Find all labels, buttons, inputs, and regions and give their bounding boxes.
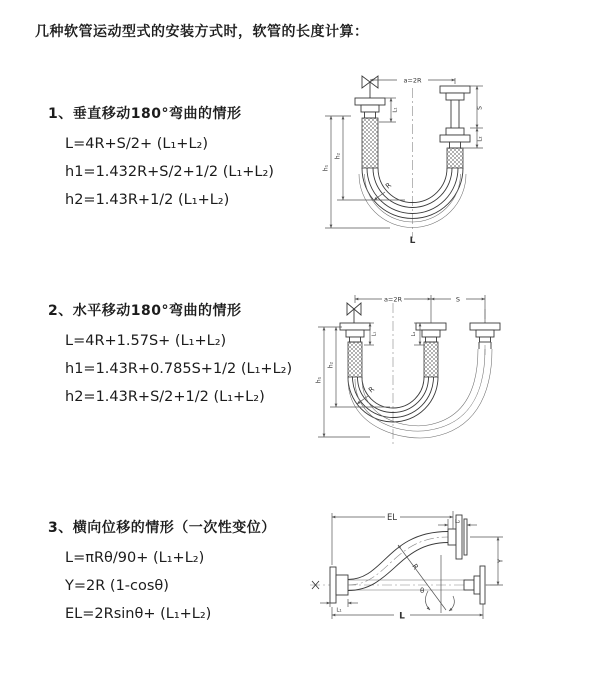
section-heading: 2、水平移动180°弯曲的情形 (48, 303, 242, 319)
section-vertical-movement (48, 103, 274, 214)
dim-label-l2: L₂ (411, 331, 417, 337)
dim-label-l2: L₂ (454, 519, 461, 525)
formula-line: h2=1.43R+1/2 (L₁+L₂) (65, 192, 230, 208)
formula-line: EL=2Rsinθ+ (L₁+L₂) (65, 606, 212, 622)
formula-line: h2=1.43R+S/2+1/2 (L₁+L₂) (65, 389, 265, 405)
dim-h1 (322, 116, 394, 228)
formula-line: h1=1.432R+S/2+1/2 (L₁+L₂) (65, 164, 274, 180)
dim-l1 (320, 599, 358, 614)
hose-displaced-position (348, 349, 492, 438)
dim-label-bottom-l: L (409, 236, 416, 246)
formula-block (65, 544, 276, 628)
braided-hose-middle (424, 342, 438, 377)
flange-left (330, 567, 348, 603)
right-fitting (440, 86, 470, 148)
valve-icon (347, 303, 361, 323)
dim-label-h1: h₁ (322, 164, 330, 172)
valve-icon (362, 76, 378, 98)
formula-line: L=4R+1.57S+ (L₁+L₂) (65, 333, 227, 349)
diagram-horizontal-180-bend (310, 287, 550, 459)
formula-line: Y=2R (1-cosθ) (65, 578, 169, 594)
hose-s-curve (348, 532, 448, 591)
page-title: 几种软管运动型式的安装方式时，软管的长度计算： (35, 24, 369, 40)
fitting-left (340, 323, 370, 342)
formula-line: L=4R+S/2+ (L₁+L₂) (65, 136, 208, 152)
dim-label-l1: L₁ (392, 107, 399, 113)
flange-right-original (464, 566, 485, 604)
radius-callout (398, 545, 446, 610)
dim-a-2r (355, 295, 485, 323)
braided-hose-right (447, 148, 463, 168)
dim-s (470, 86, 484, 128)
section-lateral-displacement (48, 517, 276, 628)
formula-line: L=πRθ/90+ (L₁+L₂) (65, 550, 205, 566)
left-fitting (355, 98, 385, 118)
dim-label-y: Y (496, 558, 505, 564)
dim-bottom-l (332, 604, 483, 622)
section-horizontal-movement (48, 300, 292, 411)
dim-label-r: R (384, 181, 394, 191)
fitting-middle (416, 323, 446, 342)
dim-label-h2: h₂ (334, 152, 342, 160)
diagram-vertical-180-bend (315, 70, 545, 250)
formula-block (65, 130, 274, 214)
braided-hose-left (362, 118, 378, 168)
dim-label-l2: L₂ (477, 136, 484, 142)
formula-block (65, 327, 292, 411)
dim-label-bottom-l: L (399, 611, 405, 622)
angle-theta (420, 555, 454, 613)
dim-s (431, 296, 485, 304)
dim-label-s: S (455, 295, 461, 304)
dim-label-a2r: a=2R (403, 76, 422, 85)
section-heading: 3、横向位移的情形（一次性变位） (48, 520, 276, 536)
dim-label-r: R (410, 562, 420, 572)
dim-el (332, 511, 453, 565)
dim-label-l1: L₁ (371, 331, 378, 337)
dim-label-r: R (367, 385, 377, 395)
dim-label-h2: h₂ (327, 361, 335, 369)
dim-label-el: EL (386, 513, 398, 523)
radius-callout (374, 181, 393, 200)
dim-label-h1: h₁ (315, 376, 323, 384)
dim-label-l1: L₁ (336, 607, 342, 614)
diagram-lateral-displacement (300, 503, 565, 643)
dim-label-s: S (476, 106, 484, 110)
braided-hose-left (348, 342, 362, 377)
dim-label-a2r: a=2R (383, 295, 403, 304)
dim-a-2r (370, 77, 455, 85)
formula-line: h1=1.43R+0.785S+1/2 (L₁+L₂) (65, 361, 293, 377)
dim-label-theta: θ (420, 587, 425, 595)
section-heading: 1、垂直移动180°弯曲的情形 (48, 106, 242, 122)
